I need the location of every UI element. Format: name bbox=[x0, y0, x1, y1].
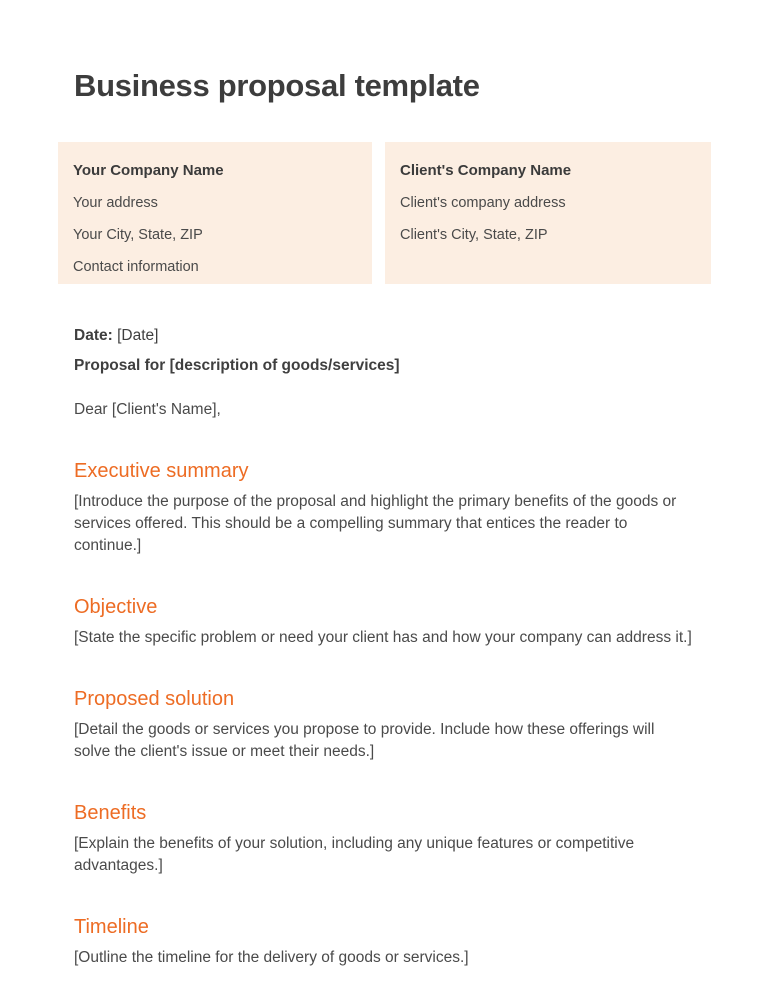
section-benefits bbox=[74, 800, 694, 877]
section-body-proposed-solution: [Detail the goods or services you propose to provide. Include how these offerings will solve the client's issue or meet their needs.] bbox=[74, 721, 655, 760]
date-value: [Date] bbox=[117, 327, 159, 344]
address-boxes bbox=[58, 142, 710, 284]
company-info-box bbox=[58, 142, 372, 284]
client-city-line: Client's City, State, ZIP bbox=[400, 227, 548, 243]
section-heading-executive-summary: Executive summary bbox=[74, 460, 249, 482]
company-contact-line: Contact information bbox=[73, 259, 199, 275]
section-objective bbox=[74, 594, 694, 649]
proposal-meta bbox=[74, 321, 694, 381]
section-body-objective: [State the specific problem or need your client has and how your company can address it.] bbox=[74, 629, 692, 646]
section-proposed-solution bbox=[74, 686, 694, 763]
section-heading-timeline: Timeline bbox=[74, 916, 149, 938]
section-heading-objective: Objective bbox=[74, 596, 158, 618]
section-heading-proposed-solution: Proposed solution bbox=[74, 688, 235, 710]
client-info-box bbox=[385, 142, 711, 284]
page-title: Business proposal template bbox=[74, 68, 480, 103]
section-body-executive-summary: [Introduce the purpose of the proposal and highlight the primary benefits of the goods or services offered. This should be a compelling summary that entices the reader to continue.] bbox=[74, 493, 677, 554]
section-body-timeline: [Outline the timeline for the delivery of goods or services.] bbox=[74, 949, 469, 966]
section-heading-benefits: Benefits bbox=[74, 802, 147, 824]
section-body-benefits: [Explain the benefits of your solution, including any unique features or competitive advantages.] bbox=[74, 835, 635, 874]
company-city-line: Your City, State, ZIP bbox=[73, 227, 203, 243]
salutation: Dear [Client's Name], bbox=[74, 401, 221, 418]
client-name: Client's Company Name bbox=[400, 162, 572, 179]
section-timeline bbox=[74, 914, 694, 969]
client-address-line: Client's company address bbox=[400, 195, 566, 211]
proposal-line: Proposal for [description of goods/services] bbox=[74, 357, 400, 374]
date-line bbox=[74, 321, 694, 351]
company-name: Your Company Name bbox=[73, 162, 224, 179]
company-address-line: Your address bbox=[73, 195, 158, 211]
date-label: Date: bbox=[74, 327, 113, 344]
section-executive-summary bbox=[74, 458, 694, 557]
